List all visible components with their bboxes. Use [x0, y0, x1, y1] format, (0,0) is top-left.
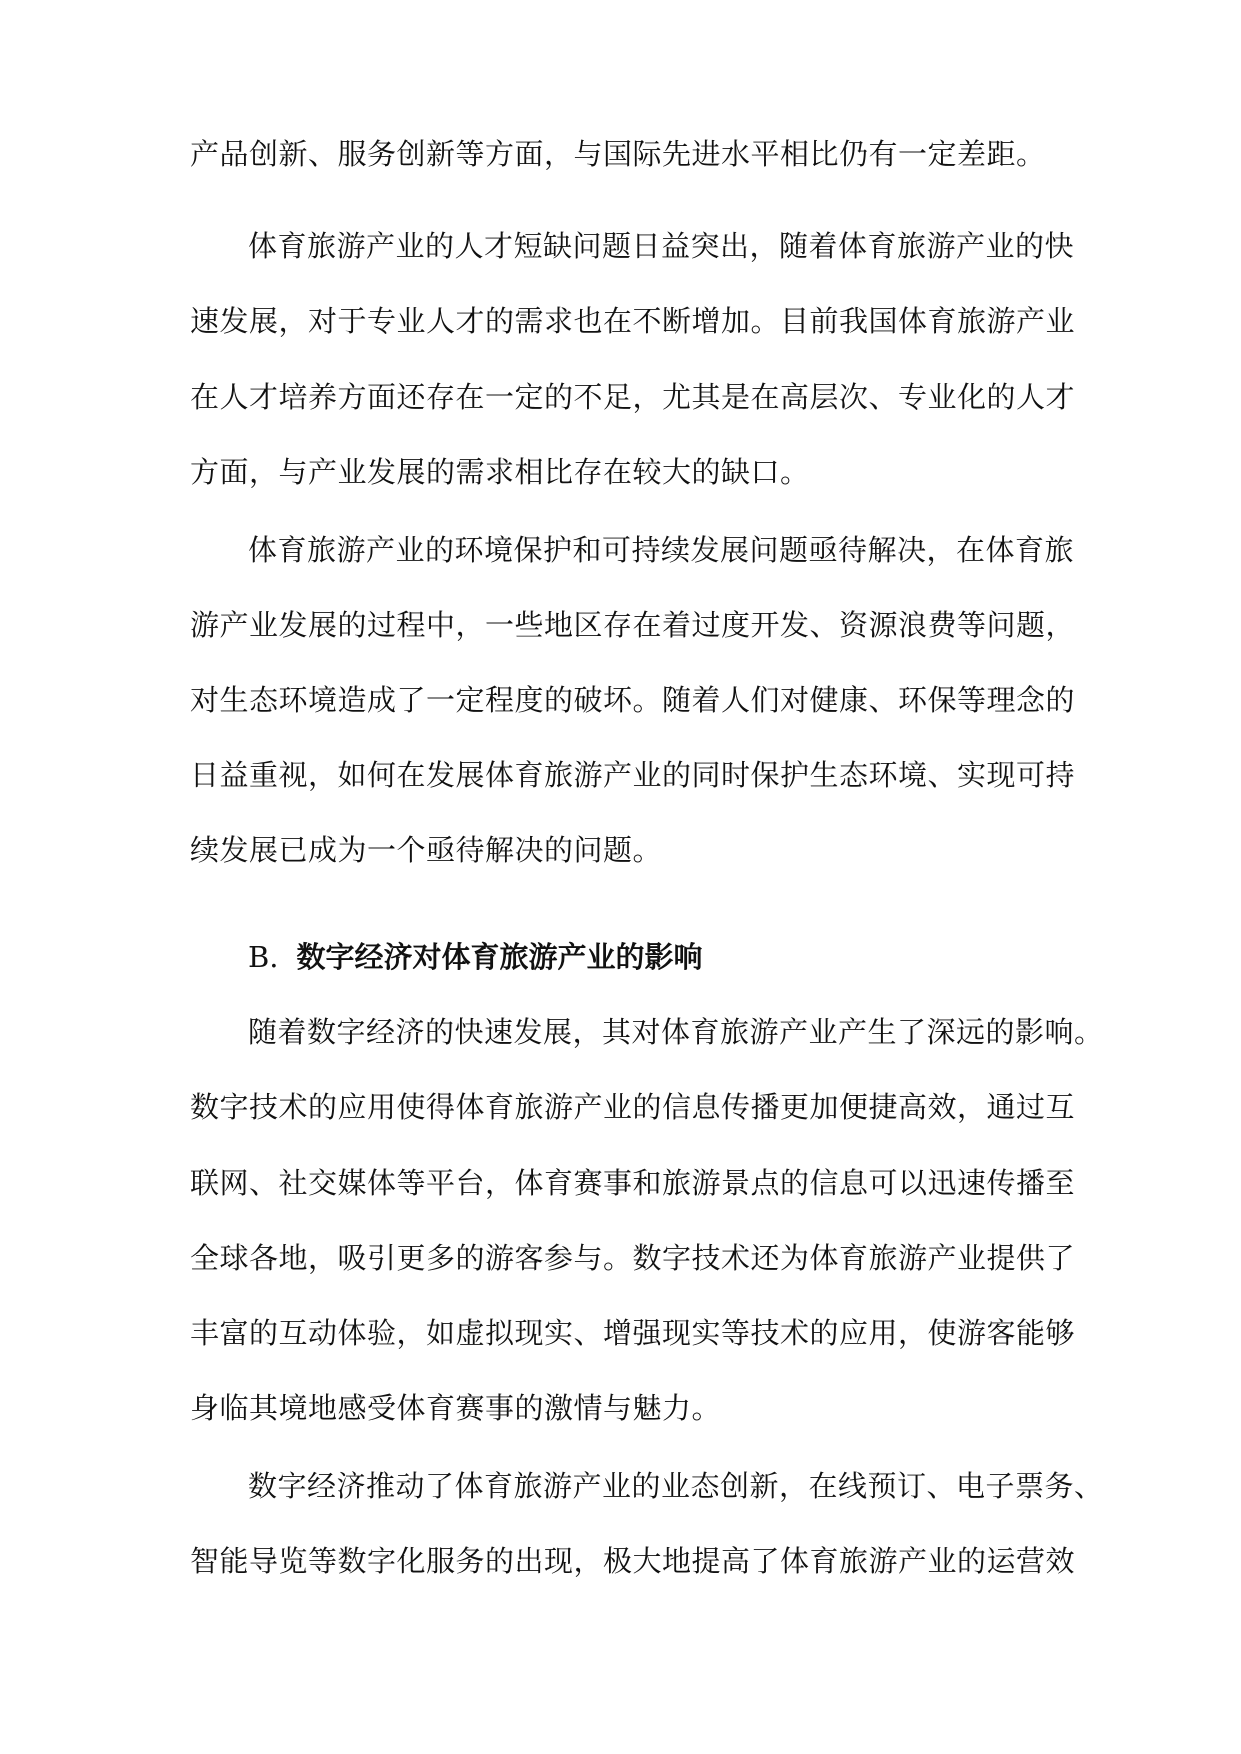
text-line: 日益重视，如何在发展体育旅游产业的同时保护生态环境、实现可持	[190, 758, 1076, 792]
text-line: 丰富的互动体验，如虚拟现实、增强现实等技术的应用，使游客能够	[190, 1316, 1076, 1350]
text-line: 产品创新、服务创新等方面，与国际先进水平相比仍有一定差距。	[190, 137, 1046, 171]
text-line: 游产业发展的过程中，一些地区存在着过度开发、资源浪费等问题，	[190, 608, 1076, 642]
text-line: 在人才培养方面还存在一定的不足，尤其是在高层次、专业化的人才	[190, 380, 1076, 414]
section-heading	[248, 939, 703, 975]
text-line: 身临其境地感受体育赛事的激情与魅力。	[190, 1391, 722, 1425]
text-line: 数字经济推动了体育旅游产业的业态创新，在线预订、电子票务、	[248, 1469, 1104, 1503]
text-line: 续发展已成为一个亟待解决的问题。	[190, 833, 663, 867]
section-title: 数字经济对体育旅游产业的影响	[296, 940, 703, 974]
text-line: 速发展，对于专业人才的需求也在不断增加。目前我国体育旅游产业	[190, 304, 1076, 338]
text-line: 全球各地，吸引更多的游客参与。数字技术还为体育旅游产业提供了	[190, 1241, 1076, 1275]
text-line: 对生态环境造成了一定程度的破坏。随着人们对健康、环保等理念的	[190, 683, 1076, 717]
text-line: 方面，与产业发展的需求相比存在较大的缺口。	[190, 455, 810, 489]
text-line: 联网、社交媒体等平台，体育赛事和旅游景点的信息可以迅速传播至	[190, 1166, 1076, 1200]
text-line: 随着数字经济的快速发展，其对体育旅游产业产生了深远的影响。	[248, 1015, 1104, 1049]
text-line: 体育旅游产业的人才短缺问题日益突出，随着体育旅游产业的快	[248, 229, 1075, 263]
text-line: 体育旅游产业的环境保护和可持续发展问题亟待解决，在体育旅	[248, 533, 1075, 567]
section-number: B.	[248, 940, 279, 974]
text-line: 智能导览等数字化服务的出现，极大地提高了体育旅游产业的运营效	[190, 1544, 1076, 1578]
text-line: 数字技术的应用使得体育旅游产业的信息传播更加便捷高效，通过互	[190, 1090, 1076, 1124]
